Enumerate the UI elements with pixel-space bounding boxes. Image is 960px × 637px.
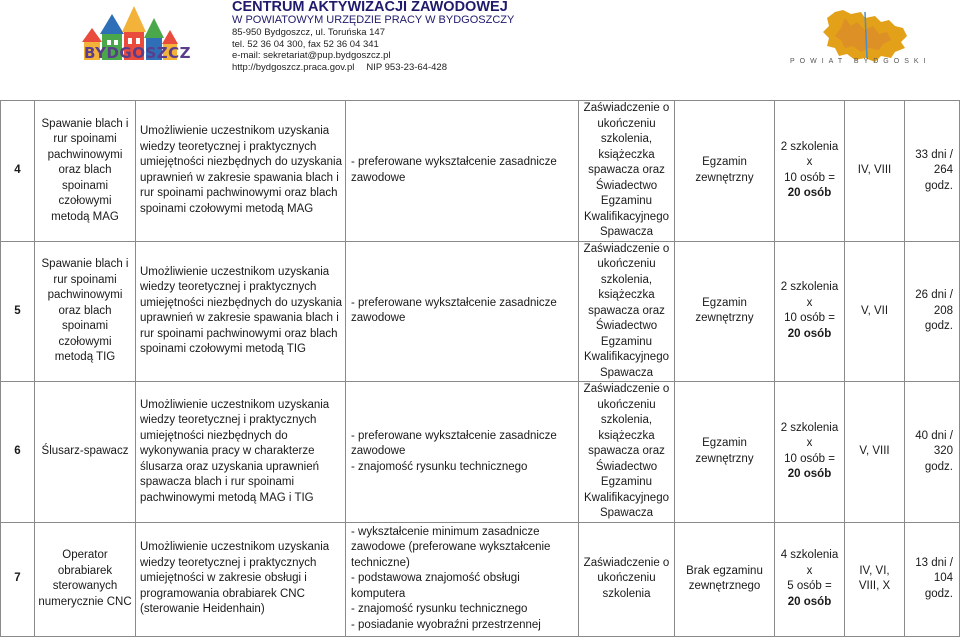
powiat-logo-text: POWIAT BYDGOSKI — [790, 58, 931, 65]
table-row — [1, 522, 960, 636]
modules: V, VIII — [845, 382, 905, 523]
row-number: 7 — [1, 522, 35, 636]
groups-line: x — [806, 437, 813, 450]
participant-requirements — [346, 522, 579, 636]
groups-line: 2 szkolenia — [780, 281, 839, 294]
groups-line: x — [806, 156, 813, 169]
duration-hours: 208 godz. — [924, 304, 953, 332]
requirement-line: - wykształcenie minimum zasadnicze zawodowe (preferowane wykształcenie techniczne) — [351, 525, 551, 569]
groups-line: 4 szkolenia — [780, 549, 839, 561]
training-name: Operator obrabiarek sterowanych numerycznie CNC — [35, 522, 136, 636]
groups-total: 20 osób — [787, 187, 832, 200]
duration — [905, 382, 960, 523]
groups-count — [775, 382, 845, 523]
completion-document: Zaświadczenie o ukończeniu szkolenia, książeczka spawacza oraz Świadectwo Egzaminu Kwalifikacyjnego Spawacza — [579, 101, 675, 242]
requirement-line: - znajomość rysunku technicznego — [351, 460, 528, 473]
groups-line: x — [806, 564, 813, 577]
row-number: 6 — [1, 382, 35, 523]
training-goal: Umożliwienie uczestnikom uzyskania wiedzy teoretycznej i praktycznych umiejętności niezbędnych do uzyskania uprawnień w zakresie spawania blach i rur spoinami pachwinowymi oraz blach spoinami czołowymi metodą TIG — [136, 241, 346, 382]
training-goal: Umożliwienie uczestnikom uzyskania wiedzy teoretycznej i praktycznych umiejętności niezbędnych do uzyskania uprawnień w zakresie spawania blach i rur spoinami pachwinowymi oraz blach spoinami czołowymi metodą MAG — [136, 101, 346, 242]
training-goal: Umożliwienie uczestnikom uzyskania wiedzy teoretycznej i praktycznych umiejętności niezbędnych do wykonywania pracy w charakterze ślusarza oraz uzyskania uprawnień spawacza blach i rur spoinami pachwinowymi metodą MAG i TIG — [136, 382, 346, 523]
institution-block — [232, 0, 552, 73]
duration-hours: 320 godz. — [924, 445, 953, 473]
table-row — [1, 382, 960, 523]
completion-document: Zaświadczenie o ukończeniu szkolenia — [579, 522, 675, 636]
completion-document: Zaświadczenie o ukończeniu szkolenia, książeczka spawacza oraz Świadectwo Egzaminu Kwalifikacyjnego Spawacza — [579, 382, 675, 523]
institution-title: CENTRUM AKTYWIZACJI ZAWODOWEJ — [232, 0, 508, 15]
row-number: 4 — [1, 101, 35, 242]
table-row — [1, 241, 960, 382]
institution-website[interactable]: http://bydgoszcz.praca.gov.pl — [232, 61, 355, 73]
requirement-line: - podstawowa znajomość obsługi komputera — [351, 572, 520, 600]
groups-line: 5 osób = — [787, 580, 832, 592]
groups-total: 20 osób — [787, 327, 832, 340]
duration — [905, 101, 960, 242]
city-logo-text: BYDGOSZCZ — [84, 44, 192, 62]
groups-line: 10 osób = — [784, 312, 835, 325]
exam-type: Egzamin zewnętrzny — [675, 382, 775, 523]
groups-total: 20 osób — [787, 468, 832, 481]
groups-line: 10 osób = — [784, 452, 835, 465]
duration — [905, 522, 960, 636]
institution-email: e-mail: sekretariat@pup.bydgoszcz.pl — [232, 50, 391, 61]
groups-count — [775, 101, 845, 242]
institution-nip: NIP 953-23-64-428 — [366, 61, 447, 73]
requirement-line: - preferowane wykształcenie zasadnicze zawodowe — [351, 429, 557, 457]
institution-phone: tel. 52 36 04 300, fax 52 36 04 341 — [232, 38, 379, 50]
institution-address: 85-950 Bydgoszcz, ul. Toruńska 147 — [232, 27, 385, 38]
groups-count — [775, 241, 845, 382]
exam-type: Egzamin zewnętrzny — [675, 241, 775, 382]
participant-requirements: - preferowane wykształcenie zasadnicze zawodowe — [346, 101, 579, 242]
modules: V, VII — [845, 241, 905, 382]
requirement-line: - znajomość rysunku technicznego — [351, 603, 528, 616]
modules: IV, VI, VIII, X — [845, 522, 905, 636]
duration-days: 13 dni / — [915, 556, 953, 569]
row-number: 5 — [1, 241, 35, 382]
duration-hours: 264 godz. — [924, 164, 953, 192]
groups-line: 10 osób = — [784, 171, 835, 184]
duration-days: 26 dni / — [915, 289, 953, 301]
training-table — [0, 100, 960, 637]
groups-line: 2 szkolenia — [780, 421, 839, 434]
training-name: Spawanie blach i rur spoinami pachwinowymi oraz blach spoinami czołowymi metodą MAG — [35, 101, 136, 242]
groups-total: 20 osób — [787, 595, 832, 608]
training-name: Ślusarz-spawacz — [35, 382, 136, 523]
completion-document: Zaświadczenie o ukończeniu szkolenia, książeczka spawacza oraz Świadectwo Egzaminu Kwalifikacyjnego Spawacza — [579, 241, 675, 382]
groups-line: 2 szkolenia — [780, 140, 839, 153]
exam-type: Brak egzaminu zewnętrznego — [675, 522, 775, 636]
duration — [905, 241, 960, 382]
institution-subtitle: W POWIATOWYM URZĘDZIE PRACY W BYDGOSZCZY — [232, 14, 515, 26]
training-name: Spawanie blach i rur spoinami pachwinowymi oraz blach spoinami czołowymi metodą TIG — [35, 241, 136, 382]
groups-line: x — [806, 296, 813, 309]
duration-days: 33 dni / — [915, 148, 953, 161]
letterhead — [0, 0, 959, 88]
table-row — [1, 101, 960, 242]
duration-hours: 104 godz. — [924, 572, 953, 600]
participant-requirements — [346, 382, 579, 523]
exam-type: Egzamin zewnętrzny — [675, 101, 775, 242]
training-goal: Umożliwienie uczestnikom uzyskania wiedzy teoretycznej i praktycznych umiejętności w zakresie obsługi i programowania obrabiarek CNC (sterowanie Heidenhain) — [136, 522, 346, 636]
duration-days: 40 dni / — [915, 429, 953, 442]
requirement-line: - posiadanie wyobraźni przestrzennej — [351, 618, 541, 631]
institution-web-line — [232, 62, 552, 74]
participant-requirements: - preferowane wykształcenie zasadnicze zawodowe — [346, 241, 579, 382]
groups-count — [775, 522, 845, 636]
modules: IV, VIII — [845, 101, 905, 242]
